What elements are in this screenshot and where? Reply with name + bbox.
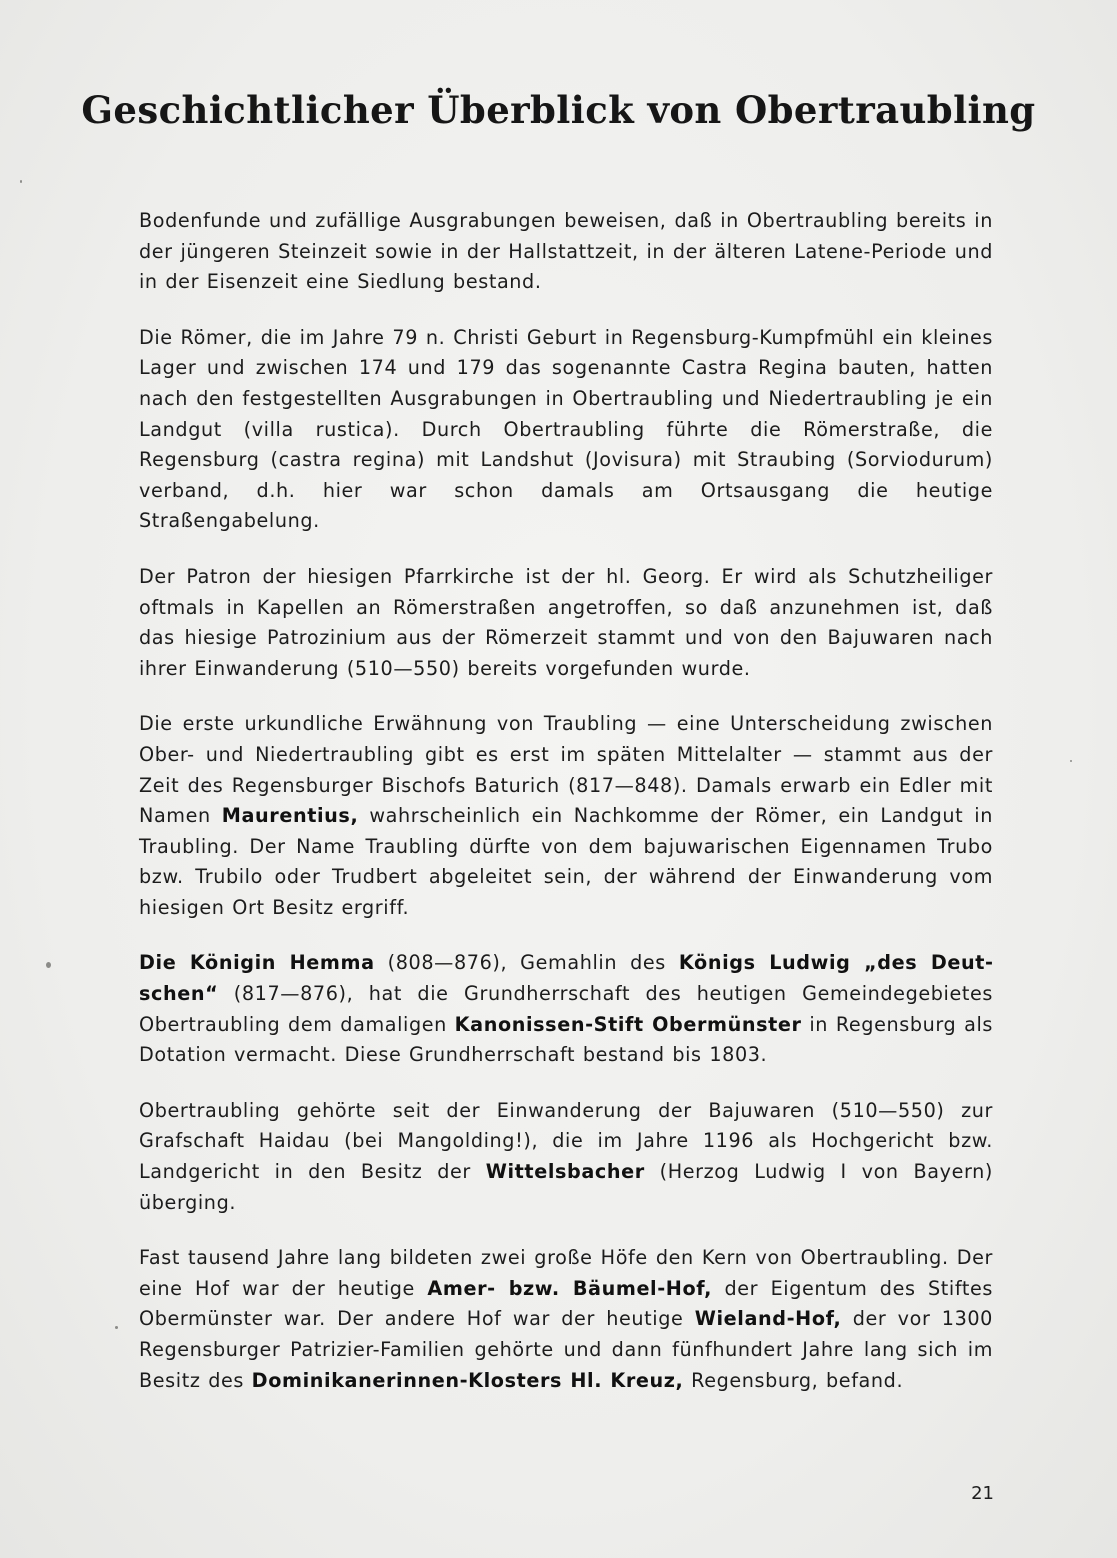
text-run: in Regensburg als Dotation vermacht. Diese Grundherrschaft bestand bis 1803.: [139, 1012, 993, 1067]
scan-speck: [20, 180, 22, 183]
paragraph-prehistory: [139, 206, 993, 298]
bold-text-run: Maurentius,: [221, 804, 359, 828]
text-run: Die erste urkundliche Erwähnung von Traubling — eine Unterscheidung zwischen Ober- und Niedertraubling gibt es erst im späten Mittelalter — stammt aus der Zeit des Regensburger Bischofs Baturich (817—848). Damals erwarb ein Edler mit Namen: [139, 712, 993, 828]
scan-speck: [1070, 760, 1072, 762]
text-run: Regensburg, befand.: [683, 1368, 904, 1392]
text-run: wahrscheinlich ein Nachkomme der Römer, ein Landgut in Traubling. Der Name Traubling dürfte von dem bajuwarischen Eigennamen Trubo bzw. Trubilo oder Trudbert abgeleitet sein, der während der Einwanderung vom hiesigen Ort Besitz ergriff.: [139, 804, 993, 919]
paragraph-patron: [139, 562, 993, 684]
paragraph-county-haidau: [139, 1096, 993, 1218]
text-run: der vor 1300 Regensburger Patrizier-Familien gehörte und dann fünfhundert Jahre lang sich im Besitz des: [139, 1307, 993, 1392]
paragraph-queen-hemma: [139, 948, 993, 1070]
page-title: Geschichtlicher Überblick von Obertraubling: [81, 88, 1036, 132]
text-run: Fast tausend Jahre lang bildeten zwei große Höfe den Kern von Obertraubling. Der eine Hof war der heutige: [139, 1246, 993, 1300]
body-text: [139, 206, 993, 1421]
text-run: Obertraubling gehörte seit der Einwanderung der Bajuwaren (510—550) zur Grafschaft Haidau (bei Mangolding!), die im Jahre 1196 als Hochgericht bzw. Landgericht in den Besitz der: [139, 1098, 993, 1184]
bold-text-run: Dominikanerinnen-Klosters Hl. Kreuz,: [251, 1368, 684, 1392]
paragraph-farmsteads: [139, 1243, 993, 1396]
text-run: (817—876), hat die Grundherrschaft des heutigen Gemeindegebietes Obertraubling dem damaligen: [139, 982, 993, 1036]
text-run: (808—876), Gemahlin des: [374, 951, 679, 975]
scan-speck: [115, 1326, 118, 1329]
page-number: 21: [971, 1483, 994, 1504]
bold-text-run: Amer- bzw. Bäumel-Hof,: [427, 1276, 713, 1300]
text-run: Der Patron der hiesigen Pfarrkirche ist der hl. Georg. Er wird als Schutzheiliger oftmals in Kapellen an Römerstraßen angetroffen, so daß anzunehmen ist, daß das hiesige Patrozinium aus der Römerzeit stammt und von den Bajuwaren nach ihrer Einwanderung (510—550) bereits vorgefunden wurde.: [139, 564, 993, 680]
text-run: Die Römer, die im Jahre 79 n. Christi Geburt in Regensburg-Kumpfmühl ein kleines Lager und zwischen 174 und 179 das sogenannte Castra Regina bauten, hatten nach den festgestellten Ausgrabungen in Obertraubling und Niedertraubling je ein Landgut (villa rustica). Durch Obertraubling führte die Römerstraße, die Regensburg (castra regina) mit Landshut (Jovisura) mit Straubing (Sorviodurum) verband, d.h. hier war schon damals am Ortsausgang die heutige Straßengabelung.: [139, 325, 993, 533]
bold-text-run: Die Königin Hemma: [139, 951, 375, 975]
text-run: der Eigentum des Stiftes Obermünster war. Der andere Hof war der heutige: [139, 1276, 993, 1331]
bold-text-run: Wittelsbacher: [485, 1160, 645, 1184]
paragraph-first-mention: [139, 709, 993, 923]
text-run: (Herzog Ludwig I von Bayern) überging.: [139, 1160, 993, 1214]
bold-text-run: Königs Ludwig „des Deutschen“: [139, 951, 993, 1006]
paragraph-romans: [139, 323, 993, 537]
scan-speck: [46, 962, 51, 968]
bold-text-run: Kanonissen-Stift Obermünster: [454, 1012, 802, 1036]
bold-text-run: Wieland-Hof,: [694, 1307, 842, 1331]
text-run: Bodenfunde und zufällige Ausgrabungen beweisen, daß in Obertraubling bereits in der jüngeren Steinzeit sowie in der Hallstattzeit, in der älteren Latene-Periode und in der Eisenzeit eine Siedlung bestand.: [139, 209, 993, 294]
